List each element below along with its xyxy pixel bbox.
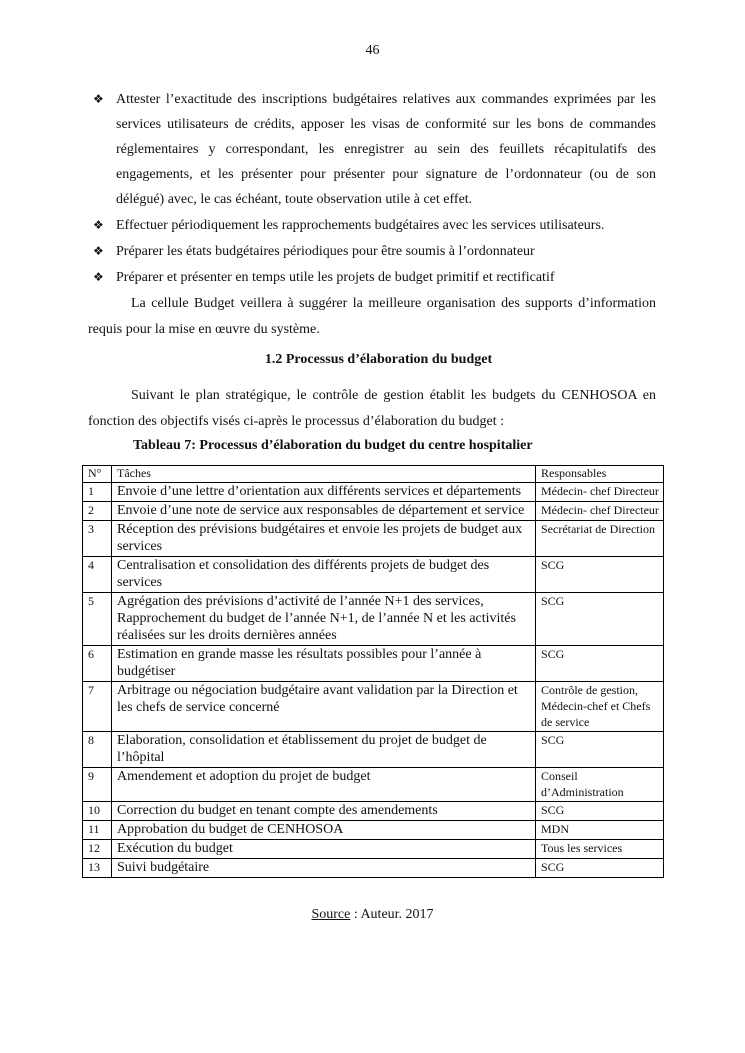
- budget-process-table: [82, 465, 664, 878]
- row-number: 3: [83, 521, 112, 557]
- row-task: Centralisation et consolidation des différents projets de budget des services: [112, 557, 536, 593]
- row-task: Agrégation des prévisions d’activité de l’année N+1 des services, Rapprochement du budget de l’année N+1, de l’année N et les activités réalisées sur les droits dernières années: [112, 593, 536, 646]
- header-responsibles: Responsables: [536, 466, 664, 483]
- row-responsible: SCG: [536, 646, 664, 682]
- row-task: Estimation en grande masse les résultats possibles pour l’année à budgétiser: [112, 646, 536, 682]
- section-heading: 1.2 Processus d’élaboration du budget: [264, 352, 493, 367]
- table-row: [83, 483, 664, 502]
- row-number: 12: [83, 840, 112, 859]
- page-number: 46: [365, 43, 380, 58]
- table-row: [83, 502, 664, 521]
- row-number: 1: [83, 483, 112, 502]
- row-task: Envoie d’une lettre d’orientation aux différents services et départements: [112, 483, 536, 502]
- row-task: Envoie d’une note de service aux responsables de département et service: [112, 502, 536, 521]
- row-number: 11: [83, 821, 112, 840]
- bullet-item: [93, 87, 656, 212]
- row-responsible: SCG: [536, 593, 664, 646]
- diamond-bullet-icon: ❖: [93, 218, 104, 232]
- row-task: Elaboration, consolidation et établissement du projet de budget de l’hôpital: [112, 732, 536, 768]
- diamond-bullet-icon: ❖: [93, 92, 104, 106]
- table-row: [83, 768, 664, 802]
- bullet-text: Effectuer périodiquement les rapprochements budgétaires avec les services utilisateurs.: [116, 218, 605, 233]
- bullet-text: Attester l’exactitude des inscriptions budgétaires relatives aux commandes exprimées par les services utilisateurs de crédits, apposer les visas de conformité sur les bons de commandes réglementaires y correspondant, les enregistrer au sein des feuillets récapitulatifs des engagements, et les présenter pour présenter pour signature de l’ordonnateur (ou de son délégué) avec, le cas échéant, toute observation utile à cet effet.: [116, 92, 656, 207]
- bullet-item: [93, 213, 656, 238]
- row-task: Exécution du budget: [112, 840, 536, 859]
- row-number: 7: [83, 682, 112, 732]
- paragraph-budget-cell: La cellule Budget veillera à suggérer la meilleure organisation des supports d’information requis pour la mise en œuvre du système.: [88, 296, 656, 337]
- row-task: Amendement et adoption du projet de budget: [112, 768, 536, 802]
- row-task: Approbation du budget de CENHOSOA: [112, 821, 536, 840]
- table-row: [83, 821, 664, 840]
- paragraph-strategic-plan: Suivant le plan stratégique, le contrôle de gestion établit les budgets du CENHOSOA en fonction des objectifs visés ci-après le processus d’élaboration du budget :: [88, 388, 656, 429]
- row-responsible: Médecin- chef Directeur: [536, 483, 664, 502]
- row-responsible: SCG: [536, 859, 664, 878]
- table-caption: Tableau 7: Processus d’élaboration du budget du centre hospitalier: [133, 438, 533, 453]
- source-text: : Auteur. 2017: [350, 907, 434, 922]
- row-number: 8: [83, 732, 112, 768]
- row-responsible: Conseil d’Administration: [536, 768, 664, 802]
- source-label: Source: [311, 907, 351, 922]
- row-number: 2: [83, 502, 112, 521]
- row-number: 5: [83, 593, 112, 646]
- table-row: [83, 521, 664, 557]
- bullet-list: [93, 87, 656, 290]
- row-task: Suivi budgétaire: [112, 859, 536, 878]
- bullet-text: Préparer et présenter en temps utile les projets de budget primitif et rectificatif: [116, 270, 555, 285]
- row-responsible: Secrétariat de Direction: [536, 521, 664, 557]
- row-responsible: Contrôle de gestion, Médecin-chef et Chefs de service: [536, 682, 664, 732]
- row-responsible: Tous les services: [536, 840, 664, 859]
- row-number: 9: [83, 768, 112, 802]
- row-task: Arbitrage ou négociation budgétaire avant validation par la Direction et les chefs de service concerné: [112, 682, 536, 732]
- row-task: Réception des prévisions budgétaires et envoie les projets de budget aux services: [112, 521, 536, 557]
- row-responsible: SCG: [536, 557, 664, 593]
- table-header-row: [83, 466, 664, 483]
- diamond-bullet-icon: ❖: [93, 244, 104, 258]
- row-responsible: MDN: [536, 821, 664, 840]
- row-number: 4: [83, 557, 112, 593]
- header-number: N°: [83, 466, 112, 483]
- row-number: 10: [83, 802, 112, 821]
- table-row: [83, 682, 664, 732]
- row-responsible: SCG: [536, 732, 664, 768]
- table-row: [83, 732, 664, 768]
- bullet-text: Préparer les états budgétaires périodiques pour être soumis à l’ordonnateur: [116, 244, 535, 259]
- row-number: 6: [83, 646, 112, 682]
- table-row: [83, 802, 664, 821]
- row-responsible: Médecin- chef Directeur: [536, 502, 664, 521]
- row-responsible: SCG: [536, 802, 664, 821]
- bullet-item: [93, 265, 656, 290]
- row-number: 13: [83, 859, 112, 878]
- diamond-bullet-icon: ❖: [93, 270, 104, 284]
- table-row: [83, 593, 664, 646]
- table-row: [83, 840, 664, 859]
- source-note: [0, 907, 745, 923]
- header-tasks: Tâches: [112, 466, 536, 483]
- bullet-item: [93, 239, 656, 264]
- table-row: [83, 646, 664, 682]
- row-task: Correction du budget en tenant compte des amendements: [112, 802, 536, 821]
- table-row: [83, 859, 664, 878]
- table-row: [83, 557, 664, 593]
